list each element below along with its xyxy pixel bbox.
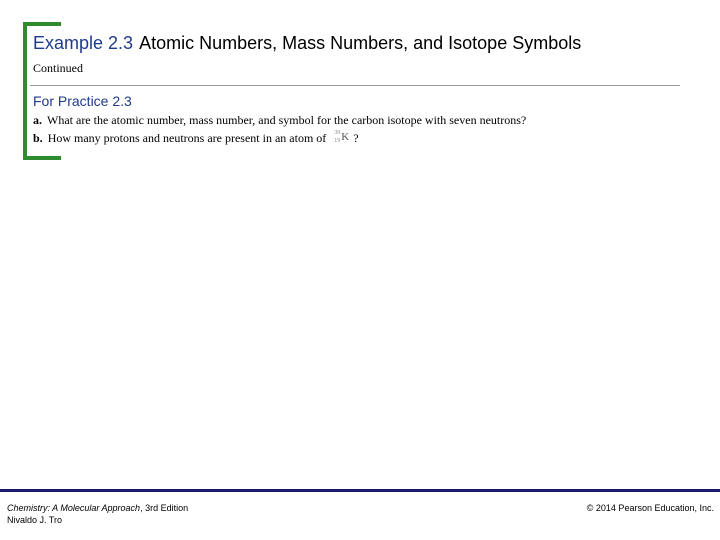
book-title: Chemistry: A Molecular Approach [7, 503, 141, 513]
example-title: Atomic Numbers, Mass Numbers, and Isotope Symbols [139, 33, 582, 53]
book-author: Nivaldo J. Tro [7, 515, 63, 525]
question-b-end: ? [353, 131, 359, 145]
footer-citation [7, 502, 188, 526]
question-b-letter: b. [33, 131, 43, 145]
isotope-atomic-number: 19 [334, 138, 341, 144]
isotope-mass-number: 39 [334, 130, 341, 136]
question-a-letter: a. [33, 113, 42, 127]
practice-heading: For Practice 2.3 [33, 93, 132, 109]
footer-divider [0, 489, 720, 492]
copyright-notice: © 2014 Pearson Education, Inc. [586, 503, 714, 513]
isotope-symbol [329, 130, 353, 144]
question-a [33, 113, 526, 128]
question-a-text: What are the atomic number, mass number, and symbol for the carbon isotope with seven neutrons? [47, 113, 527, 127]
example-label: Example 2.3 [33, 33, 134, 53]
question-b [33, 130, 359, 146]
section-divider [30, 85, 680, 86]
continued-label: Continued [33, 61, 83, 75]
isotope-element: K [341, 131, 350, 143]
slide-title [33, 33, 581, 54]
book-edition: , 3rd Edition [140, 503, 189, 513]
question-b-text: How many protons and neutrons are present in an atom of [47, 131, 327, 145]
